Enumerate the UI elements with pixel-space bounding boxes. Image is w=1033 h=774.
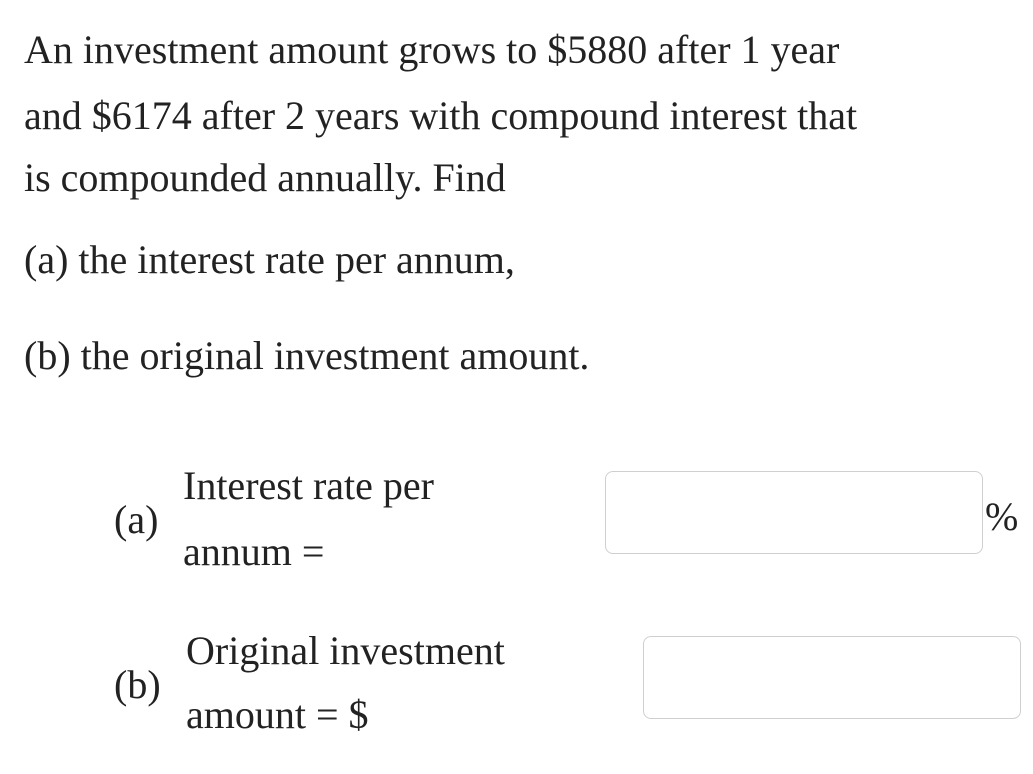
answer-b-marker: (b) (114, 662, 161, 707)
percent-unit: % (985, 494, 1019, 539)
question-line-3: is compounded annually. Find (24, 155, 506, 200)
question-line-2: and $6174 after 2 years with compound interest that (24, 93, 858, 138)
question-part-a: (a) the interest rate per annum, (24, 237, 515, 282)
question-part-b: (b) the original investment amount. (24, 333, 590, 378)
answer-a-label-line1: Interest rate per (183, 463, 434, 508)
answer-b-label-line1: Original investment (186, 628, 505, 673)
answer-b-label-line2: amount = $ (186, 692, 369, 737)
interest-rate-input[interactable] (605, 471, 983, 554)
answer-a-label-line2: annum = (183, 529, 325, 574)
answer-a-marker: (a) (114, 497, 159, 542)
question-line-1: An investment amount grows to $5880 after 1 year (24, 27, 840, 72)
original-investment-input[interactable] (643, 636, 1021, 719)
